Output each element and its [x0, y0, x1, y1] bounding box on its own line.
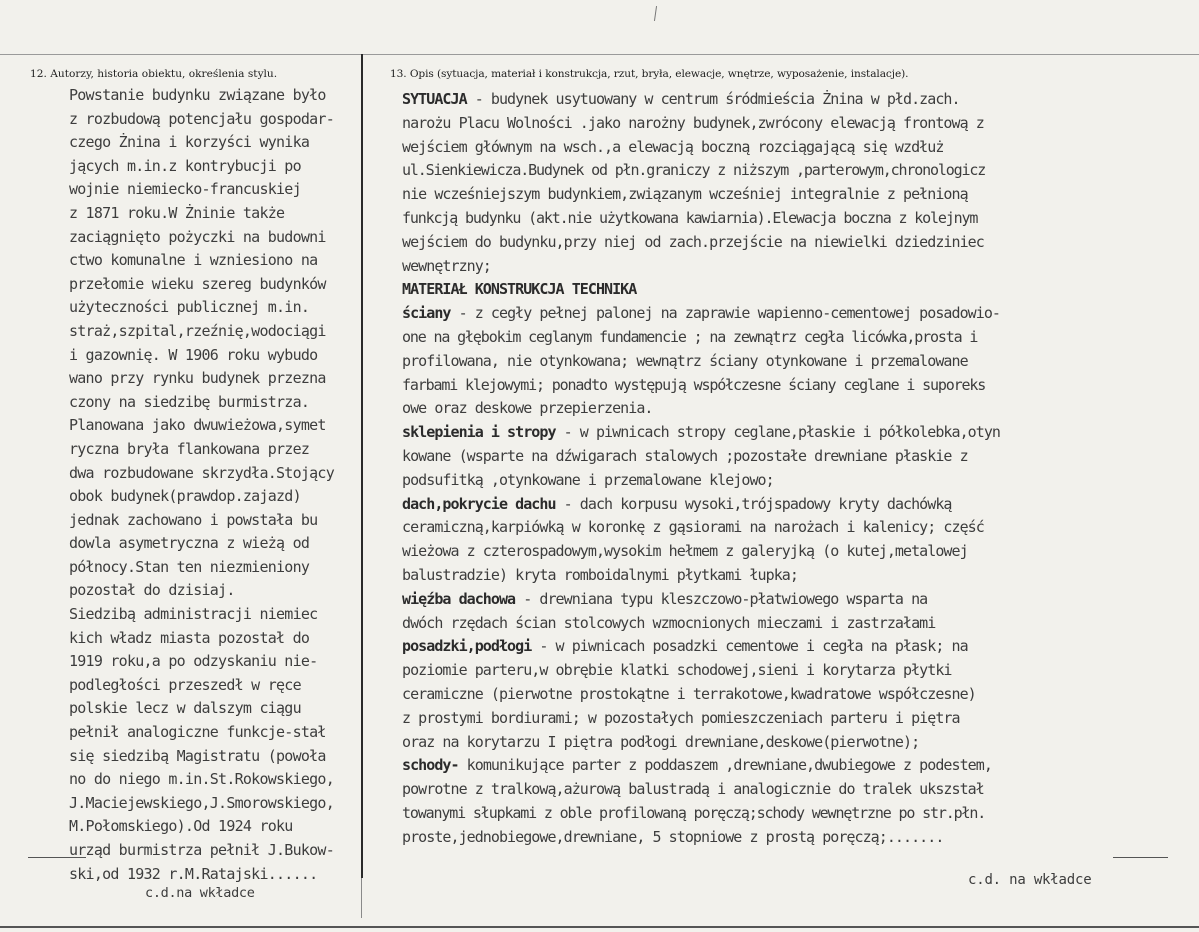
description-line-text: podsufitką ,otynkowane i przemalowane klejowo; — [402, 470, 774, 489]
description-line-text: poziomie parteru,w obrębie klatki schodowej,sieni i korytarza płytki — [402, 661, 952, 680]
history-text — [69, 84, 369, 900]
description-line — [402, 469, 1162, 493]
description-line — [402, 516, 1162, 540]
history-line: wano przy rynku budynek przezna — [69, 369, 326, 388]
description-line-text: towanymi słupkami z oble profilowaną poręczą;schody wewnętrzne po str.płn. — [402, 803, 986, 822]
description-line-text: powrotne z tralkową,ażurową balustradą i analogicznie do tralek ukszstał — [402, 780, 984, 799]
description-line-text: farbami klejowymi; ponadto występują współczesne ściany ceglane i suporeks — [402, 375, 986, 394]
description-line — [402, 445, 1162, 469]
history-line: Siedzibą administracji niemiec — [69, 605, 318, 624]
history-line: czony na siedzibę burmistrza. — [69, 392, 310, 411]
history-line: urząd burmistrza pełnił J.Bukow- — [69, 841, 334, 859]
history-line: zaciągnięto pożyczki na budowni — [69, 227, 326, 246]
description-line-text: proste,jednobiegowe,drewniane, 5 stopniowe z prostą poręczą;....... — [402, 827, 944, 846]
pencil-mark — [654, 6, 657, 21]
section-heading: SYTUACJA — [402, 90, 467, 108]
history-line: 1919 roku,a po odzyskaniu nie- — [69, 652, 318, 671]
section-heading: posadzki,podłogi — [402, 637, 532, 656]
description-line-text: profilowana, nie otynkowana; wewnątrz ściany otynkowane i przemalowane — [402, 351, 968, 370]
section-heading: więźba dachowa — [402, 589, 516, 608]
history-line: czego Żnina i korzyści wynika — [69, 133, 310, 152]
description-line-text: wejściem głównym na wsch.,a elewacją boczną rozciągającą się wzdłuż — [402, 137, 944, 156]
description-line — [402, 707, 1162, 731]
description-line — [402, 326, 1162, 350]
history-line: polskie lecz w dalszym ciągu — [69, 699, 301, 718]
description-line-text: nie wcześniejszym budynkiem,związanym wcześniej integralnie z pełnioną — [402, 185, 968, 204]
description-line — [402, 635, 1162, 659]
history-line: M.Połomskiego).Od 1924 roku — [69, 817, 293, 836]
description-line-text: dwóch rzędach ścian stolcowych wzmocnionych mieczami i zastrzałami — [402, 613, 936, 632]
description-line — [402, 350, 1162, 374]
history-line: dwa rozbudowane skrzydła.Stojący — [69, 463, 334, 482]
history-line: Powstanie budynku związane było — [69, 86, 326, 104]
description-line — [402, 802, 1162, 826]
description-line — [402, 136, 1162, 160]
description-line — [402, 88, 1162, 112]
right-continuation-note: c.d. na wkładce — [968, 872, 1092, 888]
history-line: ski,od 1932 r.M.Ratajski...... — [69, 864, 318, 883]
description-line-text: kowane (wsparte na dźwigarach stalowych ;pozostałe drewniane płaskie z — [402, 446, 968, 465]
description-line-text: - w piwnicach stropy ceglane,płaskie i półkolebka,otyn — [555, 423, 1000, 442]
description-line — [402, 397, 1162, 421]
history-line: kich władz miasta pozostał do — [69, 628, 310, 647]
history-line: Planowana jako dwuwieżowa,symet — [69, 416, 326, 435]
top-rule — [0, 54, 1199, 55]
section-heading: MATERIAŁ KONSTRUKCJA TECHNIKA — [402, 280, 637, 299]
description-line-text: wewnętrzny; — [402, 256, 491, 275]
right-margin-dash — [1113, 857, 1168, 858]
description-line-text: z prostymi bordiurami; w pozostałych pomieszczeniach parteru i piętra — [402, 708, 960, 727]
description-line-text: one na głębokim ceglanym fundamencie ; na zewnątrz cegła licówka,prosta i — [402, 327, 978, 346]
history-line: straż,szpital,rzeźnię,wodociągi — [69, 321, 326, 340]
description-line — [402, 231, 1162, 255]
right-column-header: 13. Opis (sytuacja, materiał i konstrukcja, rzut, bryła, elewacje, wnętrze, wyposażenie, instalacje). — [390, 68, 909, 80]
description-line — [402, 278, 1162, 302]
history-line: obok budynek(prawdop.zajazd) — [69, 487, 301, 506]
description-line-text: ceramiczną,karpiówką w koronkę z gąsiorami na narożach i kalenicy; część — [402, 518, 984, 537]
history-line: północy.Stan ten niezmieniony — [69, 557, 310, 576]
description-line — [402, 374, 1162, 398]
history-line: z rozbudową potencjału gospodar- — [69, 109, 334, 128]
description-line-text: - w piwnicach posadzki cementowe i cegła na płask; na — [531, 637, 968, 656]
bottom-rule — [0, 926, 1199, 928]
description-line — [402, 826, 1162, 850]
history-line: ctwo komunalne i wzniesiono na — [69, 251, 318, 270]
history-line: z 1871 roku.W Żninie także — [69, 203, 285, 222]
history-line: i gazownię. W 1906 roku wybudo — [69, 345, 318, 364]
history-line: przełomie wieku szereg budynków — [69, 274, 326, 293]
description-line — [402, 731, 1162, 755]
description-line-text: - budynek usytuowany w centrum śródmieścia Żnina w płd.zach. — [466, 90, 960, 108]
left-continuation-note: c.d.na wkładce — [145, 886, 255, 901]
description-line — [402, 207, 1162, 231]
description-line — [402, 754, 1162, 778]
description-line-text: balustradzie) kryta romboidalnymi płytkami łupka; — [402, 565, 798, 584]
history-line: J.Maciejewskiego,J.Smorowskiego, — [69, 793, 334, 812]
description-line — [402, 588, 1162, 612]
history-line: pełnił analogiczne funkcje-stał — [69, 723, 326, 742]
description-line-text: - z cegły pełnej palonej na zaprawie wapienno-cementowej posadowio- — [450, 304, 1000, 323]
description-line — [402, 159, 1162, 183]
description-line-text: ceramiczne (pierwotne prostokątne i terrakotowe,kwadratowe współczesne) — [402, 684, 976, 703]
description-line-text: funkcją budynku (akt.nie użytkowana kawiarnia).Elewacja boczna z kolejnym — [402, 208, 978, 227]
description-line — [402, 540, 1162, 564]
section-heading: sklepienia i stropy — [402, 423, 556, 442]
description-line-text: - dach korpusu wysoki,trójspadowy kryty dachówką — [555, 494, 952, 513]
description-line-text: ul.Sienkiewicza.Budynek od płn.graniczy z niższym ,parterowym,chronologicz — [402, 161, 986, 180]
history-line: jednak zachowano i powstała bu — [69, 510, 318, 529]
description-line — [402, 564, 1162, 588]
history-line: użyteczności publicznej m.in. — [69, 298, 310, 317]
description-line — [402, 302, 1162, 326]
description-line-text: komunikujące parter z poddaszem ,drewniane,dwubiegowe z podestem, — [458, 756, 992, 775]
description-line-text: oraz na korytarzu I piętra podłogi drewniane,deskowe(pierwotne); — [402, 732, 920, 751]
history-line: podległości przeszedł w ręce — [69, 675, 301, 694]
description-line — [402, 255, 1162, 279]
description-line-text: wieżowa z czterospadowym,wysokim hełmem z galeryjką (o kutej,metalowej — [402, 542, 968, 561]
description-text — [402, 88, 1162, 850]
history-line: pozostał do dzisiaj. — [69, 581, 235, 600]
section-heading: dach,pokrycie dachu — [402, 494, 556, 513]
history-line: się siedzibą Magistratu (powoła — [69, 746, 326, 765]
description-line-text: - drewniana typu kleszczowo-płatwiowego wsparta na — [515, 589, 928, 608]
section-heading: schody- — [402, 756, 459, 775]
description-line-text: owe oraz deskowe przepierzenia. — [402, 399, 653, 418]
history-line: dowla asymetryczna z wieżą od — [69, 534, 310, 553]
left-column-header: 12. Autorzy, historia obiektu, określenia stylu. — [30, 68, 278, 80]
description-line — [402, 183, 1162, 207]
description-line — [402, 493, 1162, 517]
description-line — [402, 778, 1162, 802]
description-line-text: narożu Placu Wolności .jako narożny budynek,zwrócony elewacją frontową z — [402, 113, 984, 132]
history-line: wojnie niemiecko-francuskiej — [69, 180, 301, 199]
description-line-text: wejściem do budynku,przy niej od zach.przejście na niewielki dziedziniec — [402, 232, 984, 251]
history-line: ryczna bryła flankowana przez — [69, 439, 310, 458]
section-heading: ściany — [402, 304, 451, 323]
description-line — [402, 659, 1162, 683]
description-line — [402, 612, 1162, 636]
description-line — [402, 112, 1162, 136]
description-line — [402, 421, 1162, 445]
history-line: jących m.in.z kontrybucji po — [69, 156, 301, 175]
history-line: no do niego m.in.St.Rokowskiego, — [69, 770, 334, 789]
description-line — [402, 683, 1162, 707]
